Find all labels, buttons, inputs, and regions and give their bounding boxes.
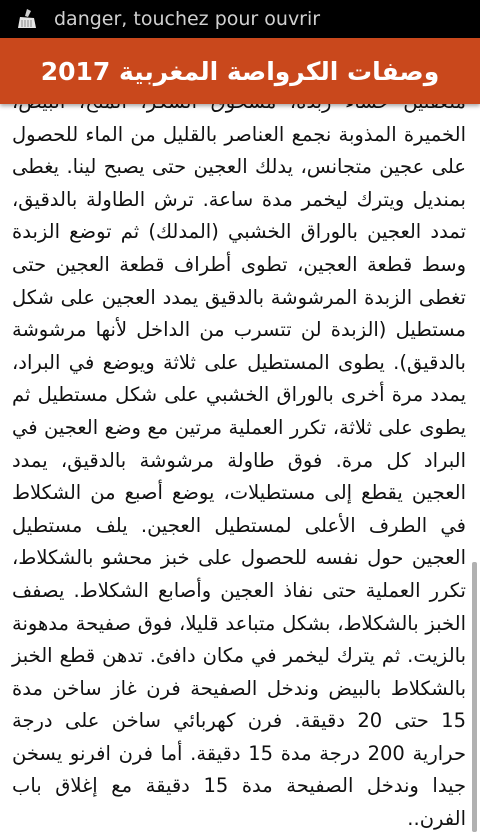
recipe-text: الخميرة المذوبة نجمع العناصر بالقليل من الماء للحصول على عجين متجانس، يدلك العجين حتى يصبح لينا. يغطى بمنديل ويترك ليخمر مدة ساعة. ترش الطاولة بالدقيق، تمدد العجين بالوراق الخشبي (المدلك) ثم توضع الزبدة وسط قطعة العجين، تطوى أطراف قطعة العجين حتى تغطى الزبدة المرشوشة بالدقيق يمدد العجين على شكل مستطيل (الزبدة لن تتسرب من الداخل لأنها مرشوشة بالدقيق). يطوى المستطيل على ثلاثة ويوضع في البراد، يمدد مرة أخرى بالوراق الخشبي على شكل مستطيل ثم يطوى على ثلاثة، تكرر العملية مرتين مع وضع العجين في البراد كل مرة. فوق طاولة مرشوشة بالدقيق، يمدد العجين يقطع إلى مستطيلات، يوضع أصبع من الشكلاط في الطرف الأعلى لمستطيل العجين. يلف مستطيل العجين حول نفسه للحصول على خبز محشو بالشكلاط، تكرر العملية حتى نفاذ العجين وأصابع الشكلاط. يصفف الخبز بالشكلاط، بشكل متباعد قليلا، فوق صفيحة مدهونة بالزيت. ثم يترك ليخمر في مكان دافئ. تدهن قطع الخبز بالشكلاط بالبيض وندخل الصفيحة فرن غاز ساخن مدة 15 حتى 20 دقيقة. فرن كهربائي ساخن على درجة حرارية 200 درجة مدة 15 دقيقة. أما فرن افرنو يسخن جيدا وندخل الصفيحة مدة 15 دقيقة مع إغلاق باب الفرن.. (12, 122, 467, 831)
app-title: وصفات الكرواصة المغربية 2017 (40, 56, 440, 86)
scrollbar[interactable] (472, 562, 477, 832)
notification-text: danger, touchez pour ouvrir (54, 8, 321, 30)
broom-icon (14, 8, 42, 30)
status-bar[interactable] (0, 0, 480, 38)
article-scroll-area[interactable] (0, 104, 480, 831)
app-bar (0, 38, 480, 104)
